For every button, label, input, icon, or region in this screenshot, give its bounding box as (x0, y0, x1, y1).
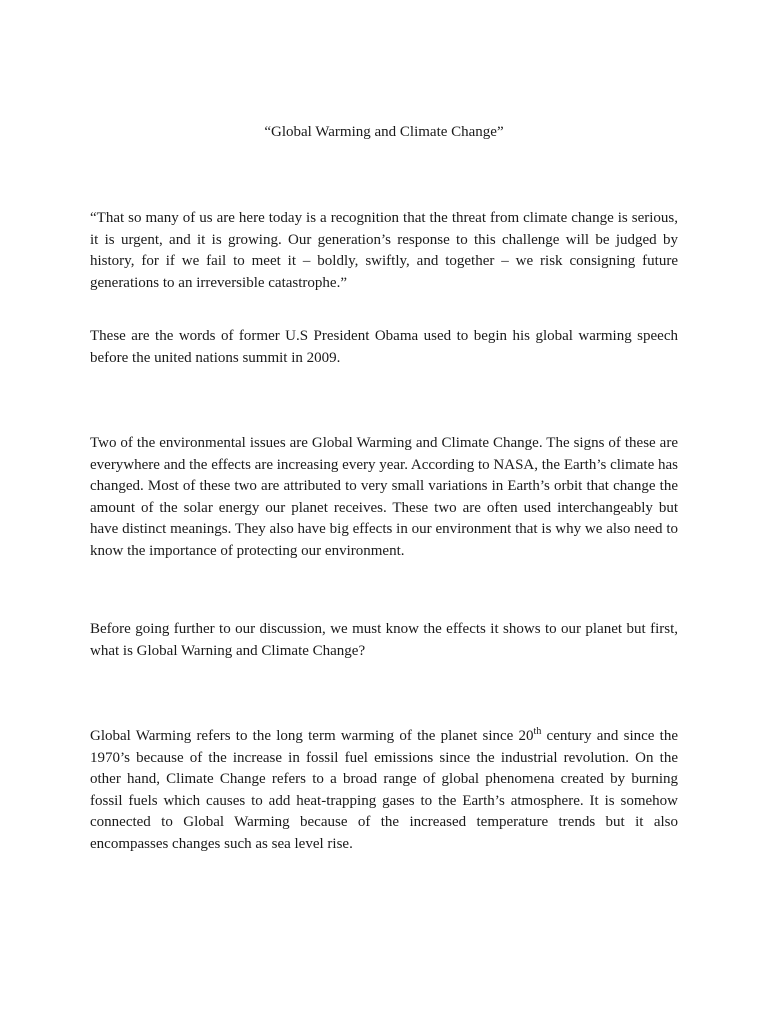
paragraph-obama-context: These are the words of former U.S President Obama used to begin his global warming speech before the united nations summit in 2009. (90, 328, 678, 366)
ordinal-superscript: th (533, 726, 542, 737)
document-title: “Global Warming and Climate Change” (264, 124, 504, 140)
opening-quote: “That so many of us are here today is a recognition that the threat from climate change is serious, it is urgent, and it is growing. Our generation’s response to this challenge will be judged by history, for if we fail to meet it – boldly, swiftly, and together – we risk consigning future generations to an irreversible catastrophe.” (90, 210, 678, 291)
paragraph-definitions (90, 726, 678, 855)
paragraph-definitions-start: Global Warming refers to the long term warming of the planet since 20 (90, 728, 534, 744)
paragraph-definition-question: Before going further to our discussion, we must know the effects it shows to our planet but first, what is Global Warning and Climate Change? (90, 621, 678, 659)
paragraph-definitions-rest: century and since the 1970’s because of the increase in fossil fuel emissions since the industrial revolution. On the other hand, Climate Change refers to a broad range of global phenomena created by burning fossil fuels which causes to add heat-trapping gases to the Earth’s atmosphere. It is somehow connected to Global Warming because of the increased temperature trends but it also encompasses changes such as sea level rise. (90, 728, 678, 852)
paragraph-environmental-issues: Two of the environmental issues are Global Warming and Climate Change. The signs of these are everywhere and the effects are increasing every year. According to NASA, the Earth’s climate has changed. Most of these two are attributed to very small variations in Earth’s orbit that change the amount of the solar energy our planet receives. These two are often used interchangeably but have distinct meanings. They also have big effects in our environment that is why we also need to know the importance of protecting our environment. (90, 435, 678, 559)
